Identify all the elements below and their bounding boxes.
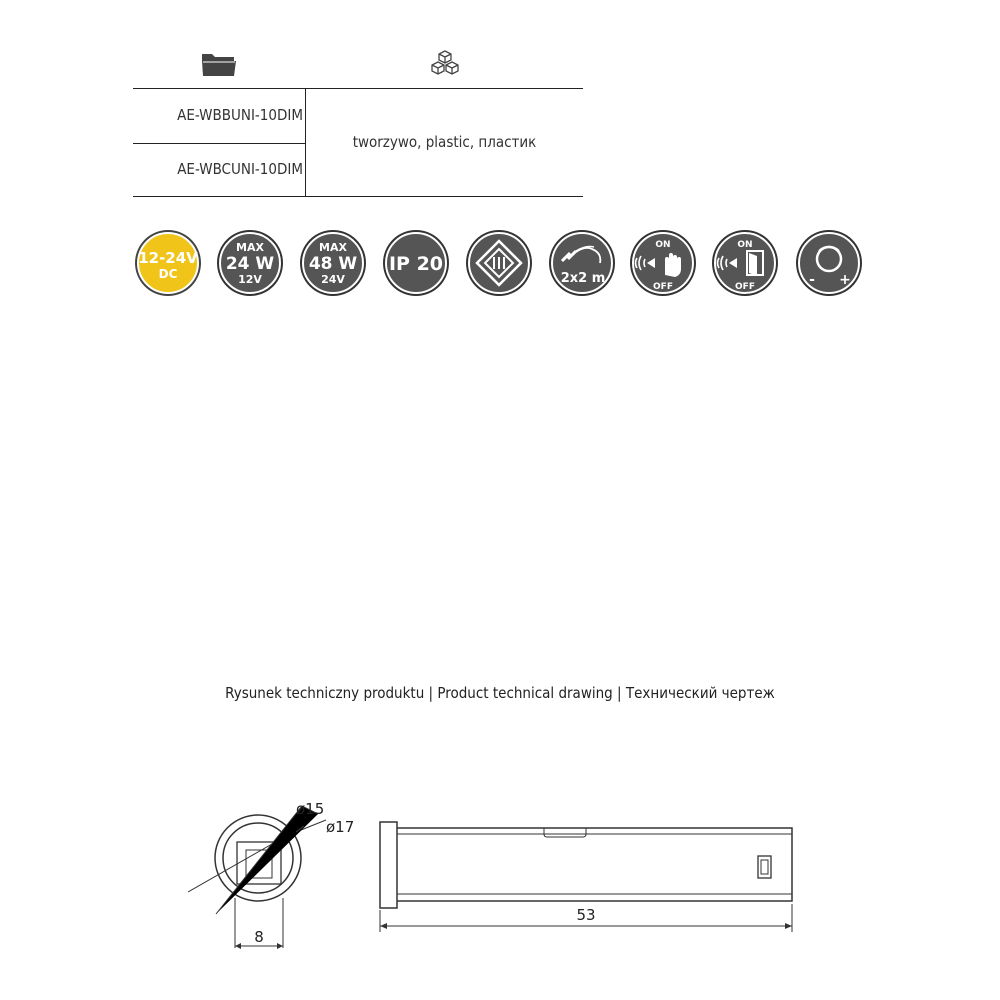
drawing-caption: Rysunek techniczny produktu | Product technical drawing | Технический чертеж <box>225 684 775 702</box>
dim-inner-diameter: ø15 <box>296 800 325 818</box>
technical-drawing <box>0 780 1000 960</box>
cable-icon <box>548 229 616 297</box>
voltage-badge <box>134 229 202 297</box>
product-code-1: AE-WBBUNI-10DIM <box>177 106 303 124</box>
svg-text:-: - <box>809 272 815 288</box>
folder-icon <box>200 48 238 82</box>
svg-text:24V: 24V <box>321 273 345 286</box>
table-middle-rule <box>133 143 305 144</box>
svg-text:24 W: 24 W <box>225 254 275 274</box>
svg-text:MAX: MAX <box>319 241 347 254</box>
dim-outer-diameter: ø17 <box>326 818 355 836</box>
svg-text:ON: ON <box>737 240 753 250</box>
svg-text:12V: 12V <box>238 273 262 286</box>
cubes-icon <box>430 48 460 82</box>
ip20-badge <box>382 229 450 297</box>
svg-text:MAX: MAX <box>236 241 264 254</box>
product-code-2: AE-WBCUNI-10DIM <box>177 160 303 178</box>
svg-text:48 W: 48 W <box>308 254 358 274</box>
table-top-rule <box>133 88 583 89</box>
svg-text:+: + <box>839 272 851 288</box>
table-bottom-rule <box>133 196 583 197</box>
dimmer-icon <box>795 229 863 297</box>
class-iii-icon <box>465 229 533 297</box>
max-24w-badge <box>216 229 284 297</box>
svg-text:ON: ON <box>655 240 671 250</box>
voltage-line-2: DC <box>158 267 178 281</box>
svg-text:OFF: OFF <box>653 282 673 292</box>
dim-width: 8 <box>254 928 264 946</box>
svg-text:OFF: OFF <box>735 282 755 292</box>
end-cap <box>380 822 397 908</box>
svg-text:IP 20: IP 20 <box>388 253 444 275</box>
material-text: tworzywo, plastic, пластик <box>352 133 537 151</box>
cable-length: 2x2 m <box>560 271 606 286</box>
usb-port <box>758 856 771 878</box>
hand-sensor-icon <box>629 229 697 297</box>
max-48w-badge <box>299 229 367 297</box>
voltage-line-1: 12-24V <box>138 249 198 267</box>
door-sensor-icon <box>711 229 779 297</box>
dim-length: 53 <box>576 906 596 924</box>
